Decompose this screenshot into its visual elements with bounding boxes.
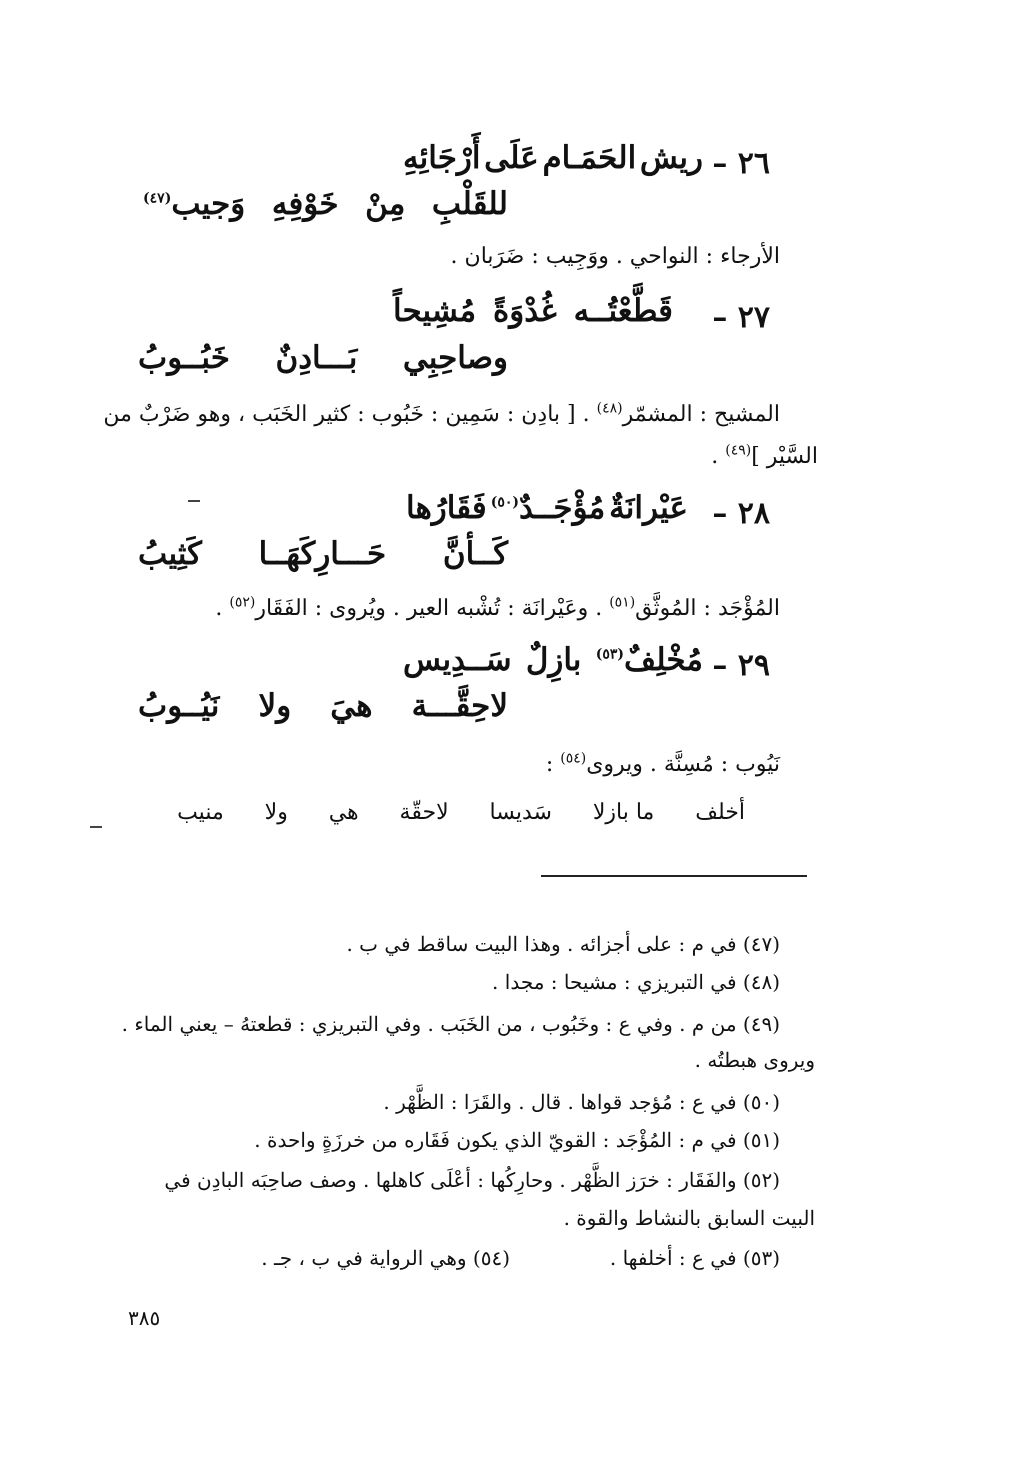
verse-second-hemistich: وصاحِبِي بَـــادِنٌ خَبُــوبُ (138, 340, 508, 376)
verse-gloss-cont: السَّيْر ]$^{(٤٩)}$ . (711, 442, 818, 469)
footnote-cont: ويروى هبطتُه . (694, 1048, 815, 1072)
footnote-ref: (٥٣) (595, 646, 625, 663)
footnote-ref: (٥١) (609, 594, 636, 611)
footnote: (٤٨) في التبريزي : مشيحا : مجدا . (492, 970, 780, 994)
stray-mark (188, 500, 200, 502)
footnote: (٥٤) وهي الرواية في ب ، جـ . (261, 1246, 510, 1270)
page-number: ٣٨٥ (128, 1306, 161, 1330)
verse-number: ٢٨ – (712, 496, 770, 531)
verse-first-hemistich: مُخْلِفٌ$^{(٥٣)}$ بازِلٌ سَــدِيس (403, 642, 703, 678)
verse-first-hemistich: ريش الحَمَـام عَلَى أَرْجَائِهِ (403, 140, 703, 176)
verse-second-hemistich: لاحِقَّـــة هيَ ولا نَيُــوبُ (138, 688, 508, 724)
variant-line: أخلف ما بازلا سَديسا لاحقّة هي ولا منيب (177, 800, 745, 825)
verse-gloss: الأرجاء : النواحي . ووَجِيب : ضَرَبان . (450, 244, 780, 269)
verse-first-hemistich: قَطَّعْتُــه غُدْوَةً مُشِيحاً (393, 293, 673, 329)
verse-second-hemistich: كَــأنَّ حَـــارِكَهَــا كَثِيبُ (138, 536, 508, 572)
footnote-separator (541, 875, 807, 877)
verse-number: ٢٩ – (712, 648, 770, 683)
footnote-ref: (٤٩) (725, 442, 752, 459)
footnote-ref: (٥٢) (229, 594, 256, 611)
verse-number: ٢٧ – (712, 300, 770, 335)
verse-gloss: المُؤْجَد : المُوثَّق$^{(٥١)}$ . وعَيْرانَة : تُشْبه العير . ويُروى : الفَقَار$^{(٥٢)}$ . (215, 594, 780, 621)
footnote: (٥٣) في ع : أخلفها . (609, 1246, 780, 1270)
footnote: (٥٢) والفَقَار : خرَز الظَّهْر . وحارِكُها : أعْلَى كاهلها . وصف صاحِبَه البادِن في (164, 1168, 780, 1192)
footnote-ref: (٥٠) (490, 494, 519, 511)
footnote: (٥١) في م : المُؤْجَد : القويّ الذي يكون فَقَاره من خرزَةٍ واحدة . (254, 1128, 780, 1152)
footnote: (٤٩) من م . وفي ع : وخَبُوب ، من الخَبَب . وفي التبريزي : قطعتهُ – يعني الماء . (121, 1012, 780, 1036)
verse-second-hemistich: للقَلْبِ مِنْ خَوْفِهِ وَجيب$^{(٤٧)}$ (143, 186, 508, 222)
stray-mark (90, 826, 102, 828)
verse-first-hemistich: عَيْرانَةٌ مُؤْجَــدٌ$^{(٥٠)}$ فَقَارُها (406, 490, 688, 526)
footnote-cont: البيت السابق بالنشاط والقوة . (563, 1206, 815, 1230)
verse-number: ٢٦ – (712, 146, 770, 181)
verse-gloss: المشيح : المشمّر$^{(٤٨)}$ . [ بادِن : سَمِين : خَبُوب : كثير الخَبَب ، وهو ضَرْبٌ من (103, 400, 780, 427)
footnote-ref: (٤٨) (596, 400, 623, 417)
footnote-ref: (٤٧) (143, 190, 172, 207)
verse-gloss: نَيُوب : مُسِنَّة . ويروى$^{(٥٤)}$ : (545, 750, 780, 777)
footnote: (٥٠) في ع : مُؤجد قواها . قال . والقَرَا : الظَّهْر . (383, 1090, 780, 1114)
footnote-ref: (٥٤) (560, 750, 587, 767)
footnote: (٤٧) في م : على أجزائه . وهذا البيت ساقط في ب . (346, 932, 780, 956)
